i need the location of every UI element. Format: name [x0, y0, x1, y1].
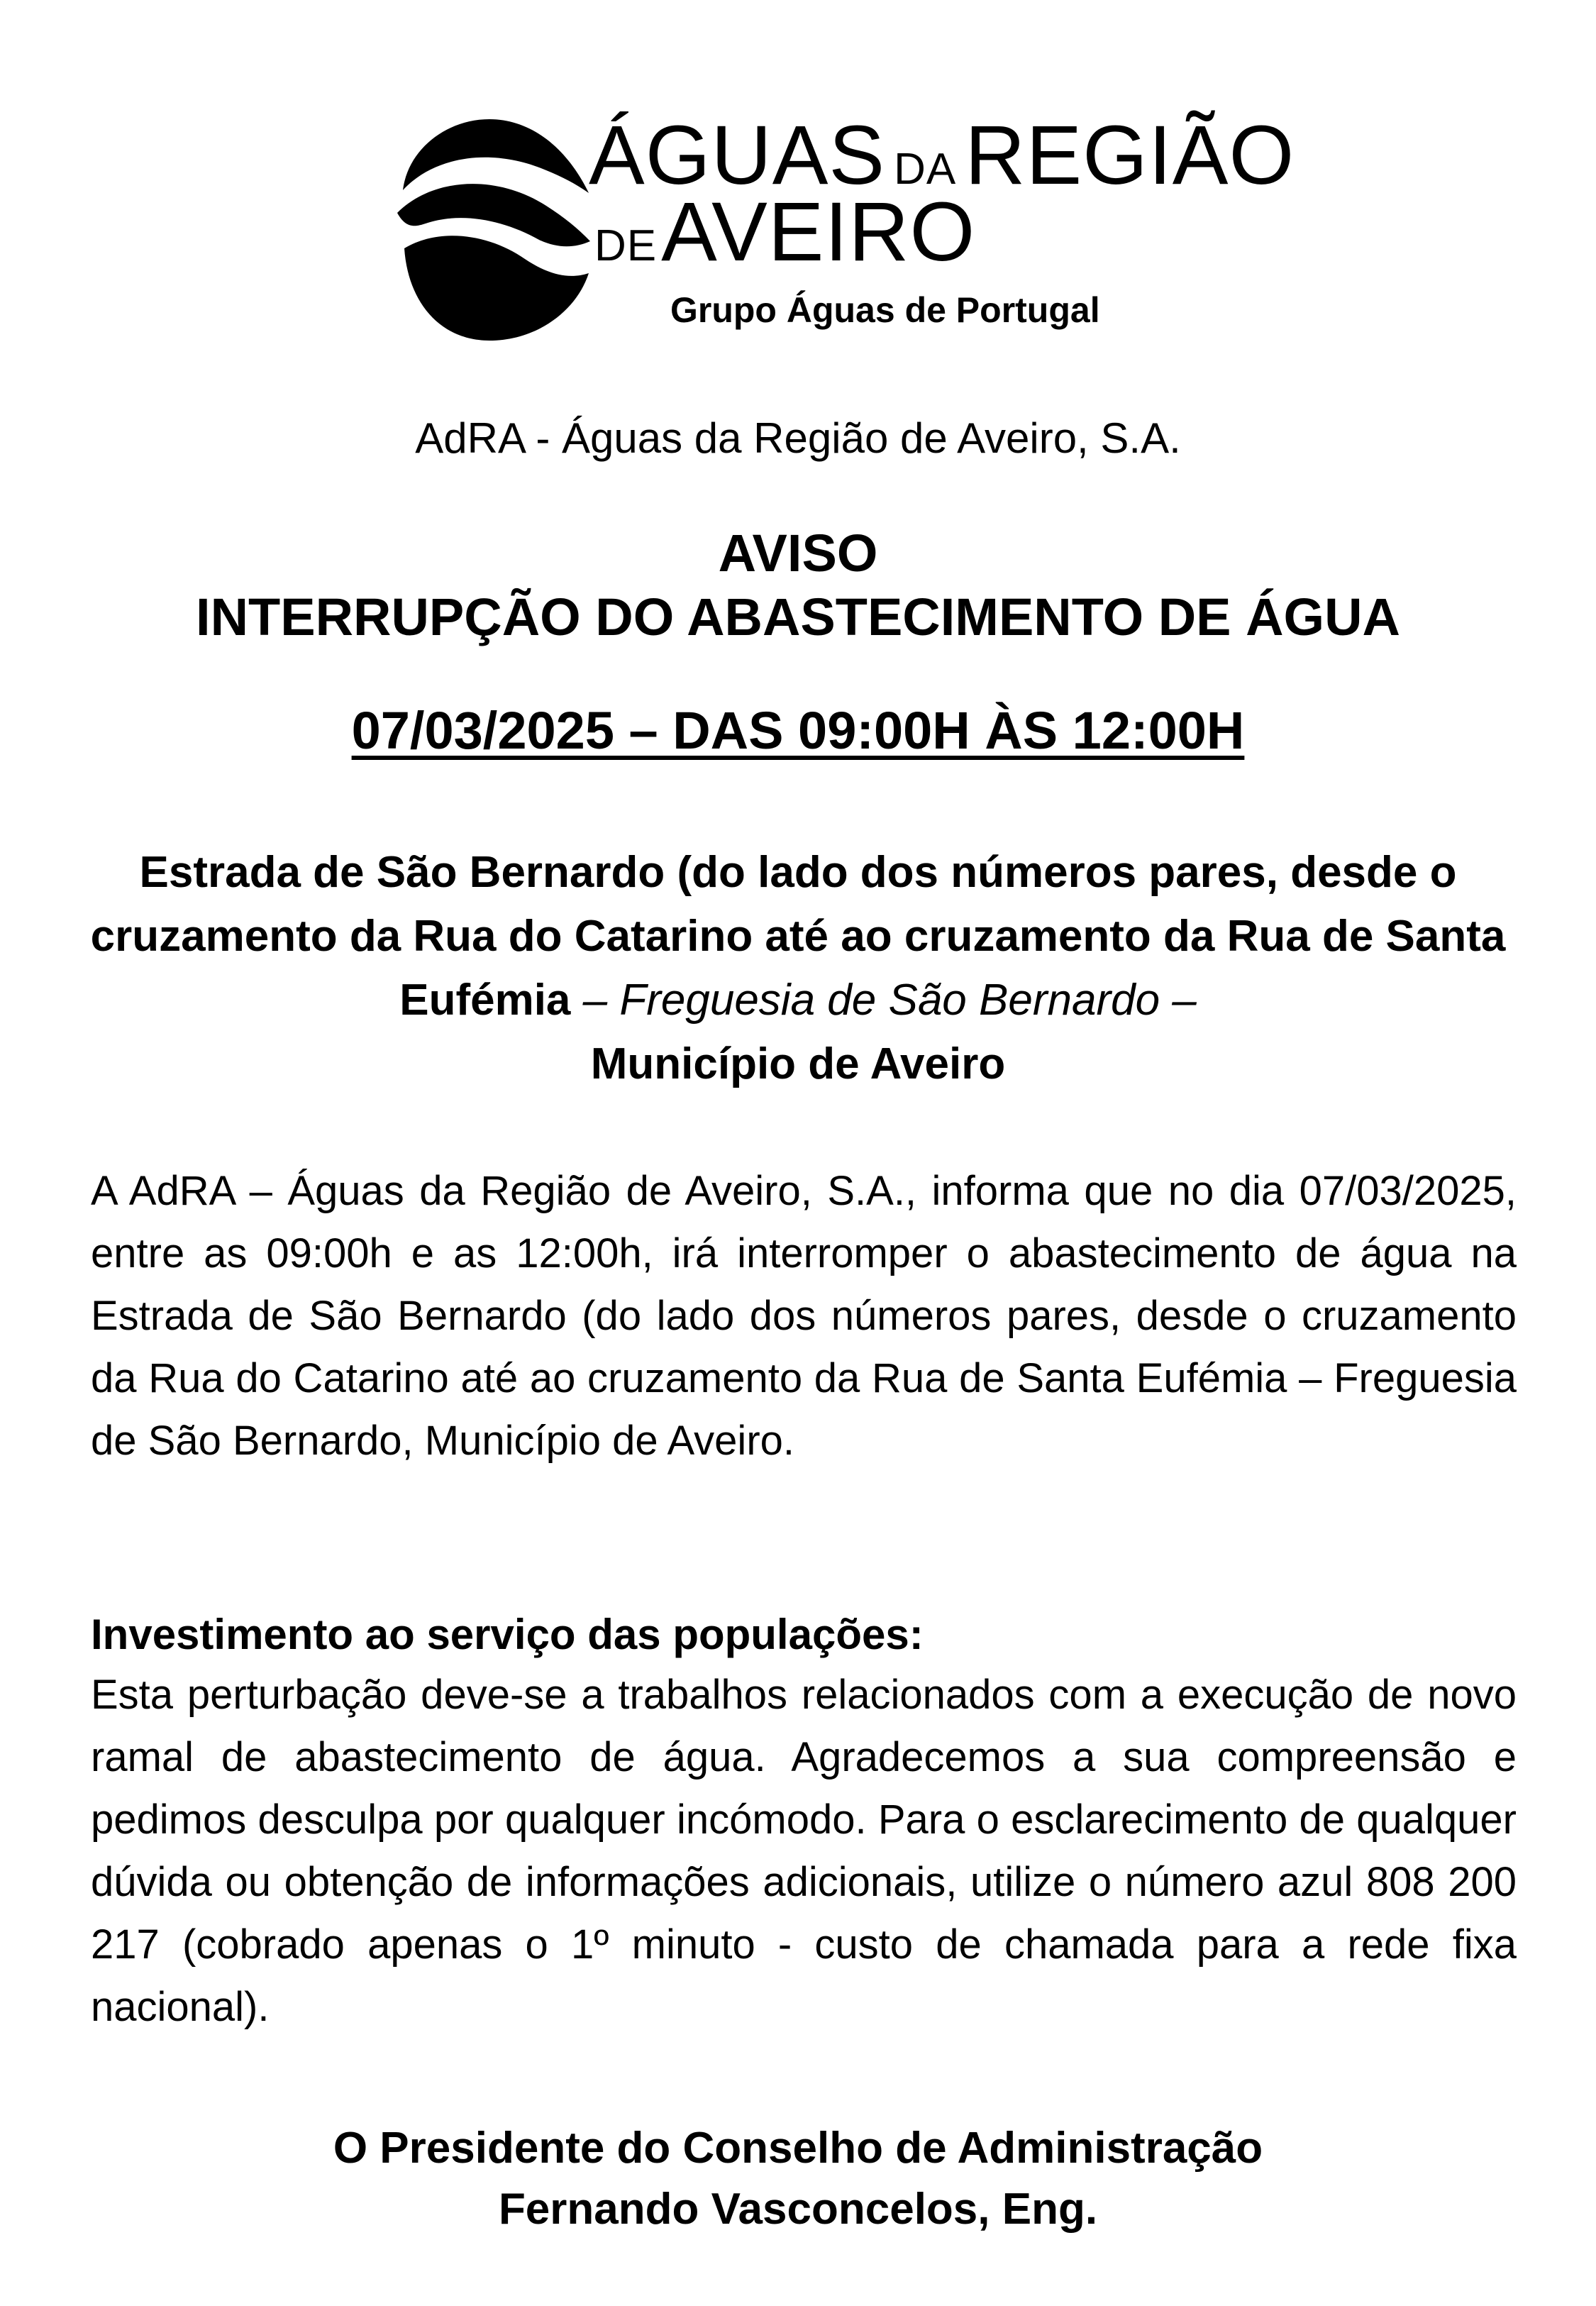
logo-line-1: ÁGUAS DA REGIÃO: [589, 109, 1295, 202]
announcement-paragraph: A AdRA – Águas da Região de Aveiro, S.A., informa que no dia 07/03/2025, entre as 09:00h e as 12:00h, irá interromper o abastecimento de água na Estrada de São Bernardo (do lado dos números pares, desde o cruzamento da Rua do Catarino até ao cruzamento da Rua de Santa Eufémia – Freguesia de São Bernardo, Município de Aveiro.: [91, 1168, 1517, 1464]
signature-name: Fernando Vasconcelos, Eng.: [498, 2185, 1098, 2234]
signature-role: O Presidente do Conselho de Administração: [333, 2124, 1263, 2173]
logo-line-2: DEAVEIRO: [594, 185, 976, 279]
notice-title: AVISO: [718, 524, 878, 583]
notice-heading: [43, 522, 1553, 649]
location-parish: – Freguesia de São Bernardo –: [570, 976, 1197, 1025]
notice-subtitle: INTERRUPÇÃO DO ABASTECIMENTO DE ÁGUA: [196, 587, 1400, 646]
date-line: [43, 699, 1553, 763]
logo-group-name: Grupo Águas de Portugal: [670, 290, 1100, 330]
logo: [383, 106, 1295, 348]
water-wave-logo-icon: [383, 106, 596, 348]
signature-block: [43, 2118, 1553, 2240]
investment-paragraph: Esta perturbação deve-se a trabalhos relacionados com a execução de novo ramal de abastecimento de água. Agradecemos a sua compreensão e pedimos desculpa por qualquer incómodo. Para o esclarecimento de qualquer dúvida ou obtenção de informações adicionais, utilize o número azul 808 200 217 (cobrado apenas o 1º minuto - custo de chamada para a rede fixa nacional).: [91, 1672, 1517, 2030]
location-block: [43, 841, 1553, 1096]
company-name: AdRA - Águas da Região de Aveiro, S.A.: [415, 414, 1181, 462]
location-street: Estrada de São Bernardo (do lado dos números pares, desde o cruzamento da Rua do Catarino até ao cruzamento da Rua de Santa Eufémia: [90, 848, 1506, 1025]
date-time-range: 07/03/2025 – DAS 09:00H ÀS 12:00H: [351, 701, 1245, 760]
location-municipality: Município de Aveiro: [590, 1039, 1006, 1088]
investment-title: Investimento ao serviço das populações:: [91, 1611, 924, 1658]
